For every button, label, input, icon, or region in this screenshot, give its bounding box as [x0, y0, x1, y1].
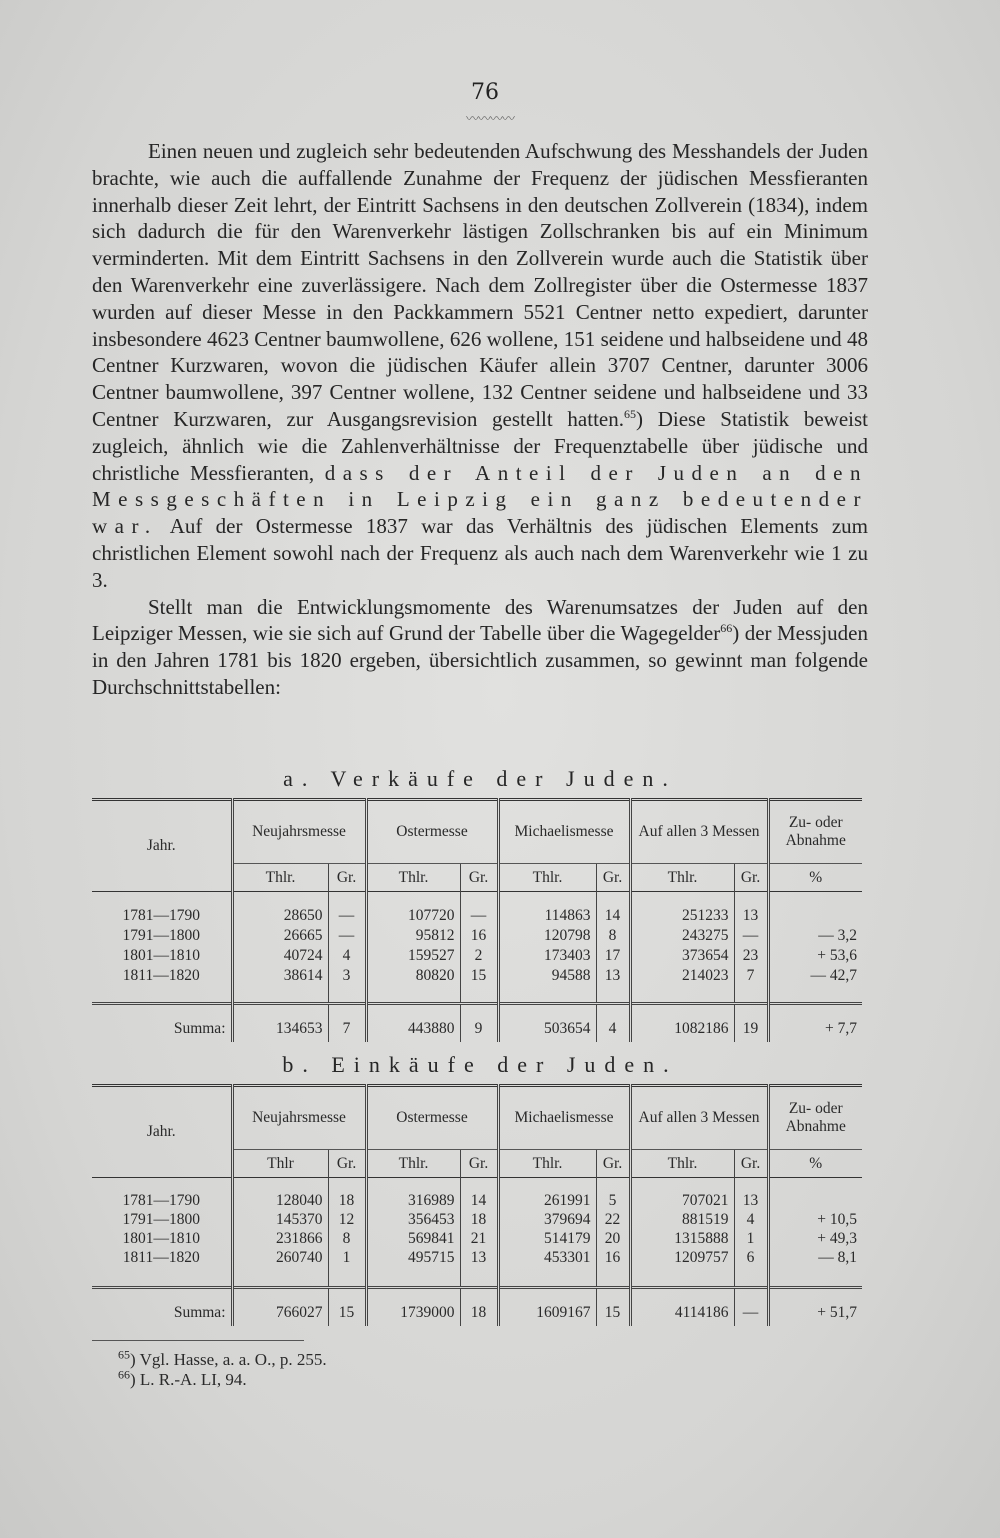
- footnote-ref-65[interactable]: 65: [624, 406, 636, 421]
- header-michaelismesse: Michaelismesse: [498, 1086, 630, 1150]
- header-neujahrsmesse: Neujahrsmesse: [232, 800, 366, 864]
- header-ostermesse: Ostermesse: [366, 800, 498, 864]
- subheader-thlr: Thlr.: [366, 864, 460, 892]
- subheader-percent: %: [768, 1150, 862, 1178]
- header-jahr: Jahr.: [146, 837, 176, 854]
- table-b-caption: b. Einkäufe der Juden.: [282, 1052, 678, 1077]
- footnote-ref-66[interactable]: 66: [720, 621, 733, 636]
- header-zu-oder-abnahme: Zu- oder Abnahme: [768, 1086, 862, 1150]
- footnote-66: $^{66}$) L. R.-A. LI, 94.: [118, 1367, 247, 1389]
- subheader-percent: %: [768, 864, 862, 892]
- table-b-purchases: [92, 1084, 862, 1326]
- header-auf-allen-messen: Auf allen 3 Messen: [630, 800, 768, 864]
- table-row: 1791—1800 26665 — 95812 16 120798 8 243275 — — 3,2: [92, 926, 862, 946]
- subheader-thlr: Thlr: [232, 1150, 328, 1178]
- footnote-65: $^{65}$) Vgl. Hasse, a. a. O., p. 255.: [118, 1347, 327, 1369]
- footnote-divider: [92, 1340, 304, 1341]
- table-row: 1791—1800 145370 12 356453 18 379694 22 881519 4 + 10,5: [92, 1211, 862, 1230]
- table-row: 1781—1790 128040 18 316989 14 261991 5 707021 13: [92, 1192, 862, 1211]
- subheader-thlr: Thlr.: [232, 864, 328, 892]
- subheader-gr: Gr.: [596, 1150, 630, 1178]
- table-row: 1781—1790 28650 — 107720 — 114863 14 251233 13: [92, 906, 862, 926]
- subheader-gr: Gr.: [328, 1150, 366, 1178]
- header-neujahrsmesse: Neujahrsmesse: [232, 1086, 366, 1150]
- subheader-thlr: Thlr.: [630, 864, 734, 892]
- subheader-gr: Gr.: [596, 864, 630, 892]
- paragraph-1: Einen neuen und zugleich sehr bedeutenden Aufschwung des Messhandels der Juden brachte, wie auch die auffallende Zunahme der Frequenz der jüdischen Messfieranten innerhalb dieser Zeit lehrt, der Eintritt Sachsens in den deutschen Zollverein (1834), indem sich dadurch die für den Warenverkehr lästigen Zollschranken bis auf ein Minimum verminderten. Mit dem Eintritt Sachsens in den Zollverein wurde auch die Statistik über den Warenverkehr eine zuverlässigere. Nach dem Zollregister über die Ostermesse 1837 wurden auf dieser Messe in den Packkammern 5521 Centner netto expediert, darunter insbesondere 4623 Centner baumwollene, 626 wollene, 151 seidene und halbseidene und 48 Centner Kurzwaren, wovon die jüdischen Käufer allein 3707 Centner, darunter 3006 Centner baumwollene, 397 Centner wollene, 132 Centner seidene und halbseidene und 33 Centner Kurzwaren, zur Ausgangsrevision gestellt hatten.$^{65}$) Diese Statistik beweist zugleich, ähnlich wie die Zahlenverhältnisse der Frequenztabelle über jüdische und christliche Messfieranten, dass der Anteil der Juden an den Messgeschäften in Leipzig ein ganz bedeutender war. Auf der Ostermesse 1837 war das Verhältnis des jüdischen Elements zum christlichen Element sowohl nach der Frequenz als auch nach dem Warenverkehr wie 1 zu 3.: [92, 139, 868, 592]
- header-auf-allen-messen: Auf allen 3 Messen: [630, 1086, 768, 1150]
- emphasized-spaced-text: dass der Anteil der Juden an den Messgeschäften in Leipzig ein ganz bedeutender war.: [92, 460, 868, 539]
- subheader-thlr: Thlr.: [366, 1150, 460, 1178]
- table-row: 1811—1820 260740 1 495715 13 453301 16 1209757 6 — 8,1: [92, 1249, 862, 1268]
- subheader-gr: Gr.: [734, 864, 768, 892]
- table-row: 1811—1820 38614 3 80820 15 94588 13 214023 7 — 42,7: [92, 966, 862, 986]
- subheader-thlr: Thlr.: [498, 864, 596, 892]
- subheader-thlr: Thlr.: [630, 1150, 734, 1178]
- subheader-gr: Gr.: [460, 864, 498, 892]
- table-row: 1801—1810 40724 4 159527 2 173403 17 373654 23 + 53,6: [92, 946, 862, 966]
- table-row: 1801—1810 231866 8 569841 21 514179 20 1315888 1 + 49,3: [92, 1230, 862, 1249]
- table-a-caption: a. Verkäufe der Juden.: [283, 766, 677, 791]
- header-michaelismesse: Michaelismesse: [498, 800, 630, 864]
- header-zu-oder-abnahme: Zu- oder Abnahme: [768, 800, 862, 864]
- header-ostermesse: Ostermesse: [366, 1086, 498, 1150]
- summa-row: Summa: 766027 15 1739000 18 1609167 15 4114186 — + 51,7: [92, 1300, 862, 1326]
- subheader-gr: Gr.: [734, 1150, 768, 1178]
- page-number: 76: [471, 80, 499, 105]
- subheader-gr: Gr.: [460, 1150, 498, 1178]
- header-jahr: Jahr.: [146, 1123, 176, 1140]
- page-number-ornament: 〰〰〰〰: [465, 112, 514, 127]
- paragraph-2: Stellt man die Entwicklungsmomente des Warenumsatzes der Juden auf den Leipziger Messen, wie sie sich auf Grund der Tabelle über die Wagegelder$^{66}$) der Messjuden in den Jahren 1781 bis 1820 ergeben, übersichtlich zusammen, so gewinnt man folgende Durchschnittstabellen:: [92, 594, 868, 699]
- summa-row: Summa: 134653 7 443880 9 503654 4 1082186 19 + 7,7: [92, 1016, 862, 1042]
- subheader-thlr: Thlr.: [498, 1150, 596, 1178]
- subheader-gr: Gr.: [328, 864, 366, 892]
- body-text: [92, 138, 868, 701]
- table-a-sales: [92, 798, 862, 1042]
